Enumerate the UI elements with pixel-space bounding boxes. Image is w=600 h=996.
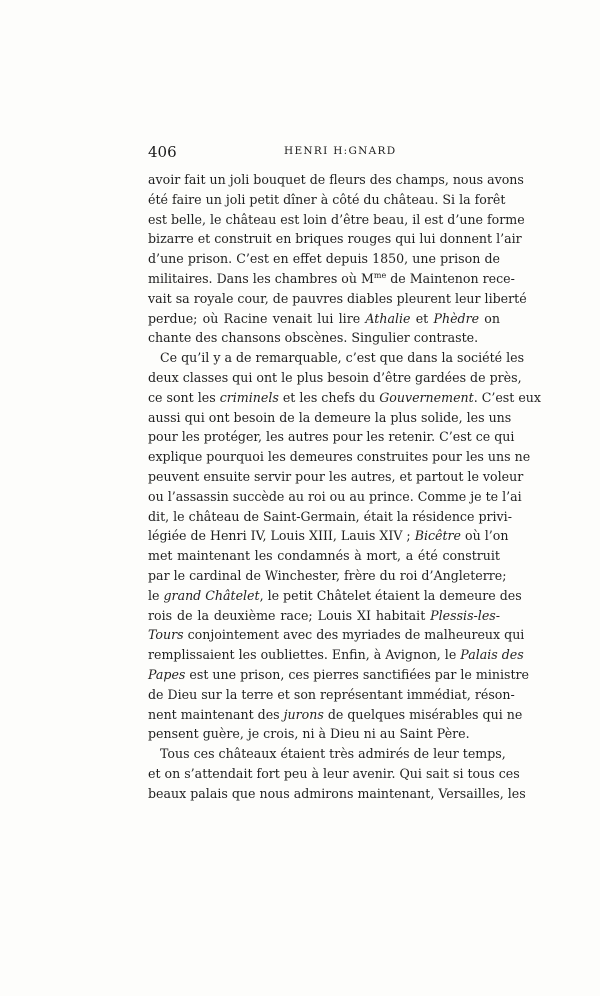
text-line: Papes est une prison, ces pierres sanctifiées par le ministre [148, 666, 529, 682]
text-line: vait sa royale cour, de pauvres diables pleurent leur liberté [148, 290, 527, 306]
text-line: peuvent ensuite servir pour les autres, et partout le voleur [148, 468, 524, 484]
text-line: beaux palais que nous admirons maintenant, Versailles, les [148, 785, 526, 801]
paragraph [148, 170, 527, 348]
text-line: deux classes qui ont le plus besoin d’être gardées de près, [148, 369, 522, 385]
text-line: nent maintenant des jurons de quelques misérables qui ne [148, 706, 523, 722]
text-line: été faire un joli petit dîner à côté du château. Si la forêt [148, 191, 506, 207]
text-line: ce sont les criminels et les chefs du Gouvernement. C’est eux [148, 389, 541, 405]
text-line: d’une prison. C’est en effet depuis 1850, une prison de [148, 251, 500, 267]
text-line: bizarre et construit en briques rouges qui lui donnent l’air [148, 231, 522, 247]
paragraph [148, 348, 541, 744]
text-line: pensent guère, je crois, ni à Dieu ni au Saint Père. [148, 726, 470, 742]
text-line: militaires. Dans les chambres où $M^{me}$ de Maintenon rece- [148, 270, 515, 286]
body-text [148, 170, 541, 804]
text-line: et on s’attendait fort peu à leur avenir. Qui sait si tous ces [148, 765, 520, 781]
text-line: perdue; où Racine venait lui lire Athalie et Phèdre on [148, 310, 500, 326]
text-line: met maintenant les condamnés à mort, a été construit [148, 548, 500, 564]
text-line: est belle, le château est loin d’être beau, il est d’une forme [148, 211, 525, 227]
text-line: Tous ces châteaux étaient très admirés de leur temps, [160, 746, 506, 762]
text-line: rois de la deuxième race; Louis XI habitait Plessis-les- [148, 607, 500, 623]
text-line: par le cardinal de Winchester, frère du roi d’Angleterre; [148, 567, 507, 583]
text-line: dit, le château de Saint-Germain, était la résidence privi- [148, 508, 512, 524]
text-line: explique pourquoi les demeures construites pour les uns ne [148, 449, 531, 465]
text-line: de Dieu sur la terre et son représentant immédiat, réson- [148, 686, 515, 702]
running-title: HENRI H:GNARD [284, 145, 397, 157]
text-line: remplissaient les oubliettes. Enfin, à Avignon, le Palais des [148, 647, 524, 663]
page-number: 406 [148, 143, 177, 161]
text-line: avoir fait un joli bouquet de fleurs des champs, nous avons [148, 172, 524, 187]
paragraph [148, 744, 526, 803]
text-line: Tours conjointement avec des myriades de malheureux qui [148, 627, 525, 643]
text-line: aussi qui ont besoin de la demeure la plus solide, les uns [148, 409, 512, 425]
text-line: ou l’assassin succède au roi ou au prince. Comme je te l’ai [148, 488, 522, 504]
running-head [148, 143, 500, 163]
text-line: chante des chansons obscènes. Singulier contraste. [148, 330, 479, 346]
text-line: le grand Châtelet, le petit Châtelet étaient la demeure des [148, 587, 522, 603]
text-line: Ce qu’il y a de remarquable, c’est que dans la société les [160, 350, 525, 366]
text-line: pour les protéger, les autres pour les retenir. C’est ce qui [148, 429, 515, 445]
text-line: légiée de Henri IV, Louis XIII, Lauis XIV ; Bicêtre où l’on [148, 528, 509, 544]
